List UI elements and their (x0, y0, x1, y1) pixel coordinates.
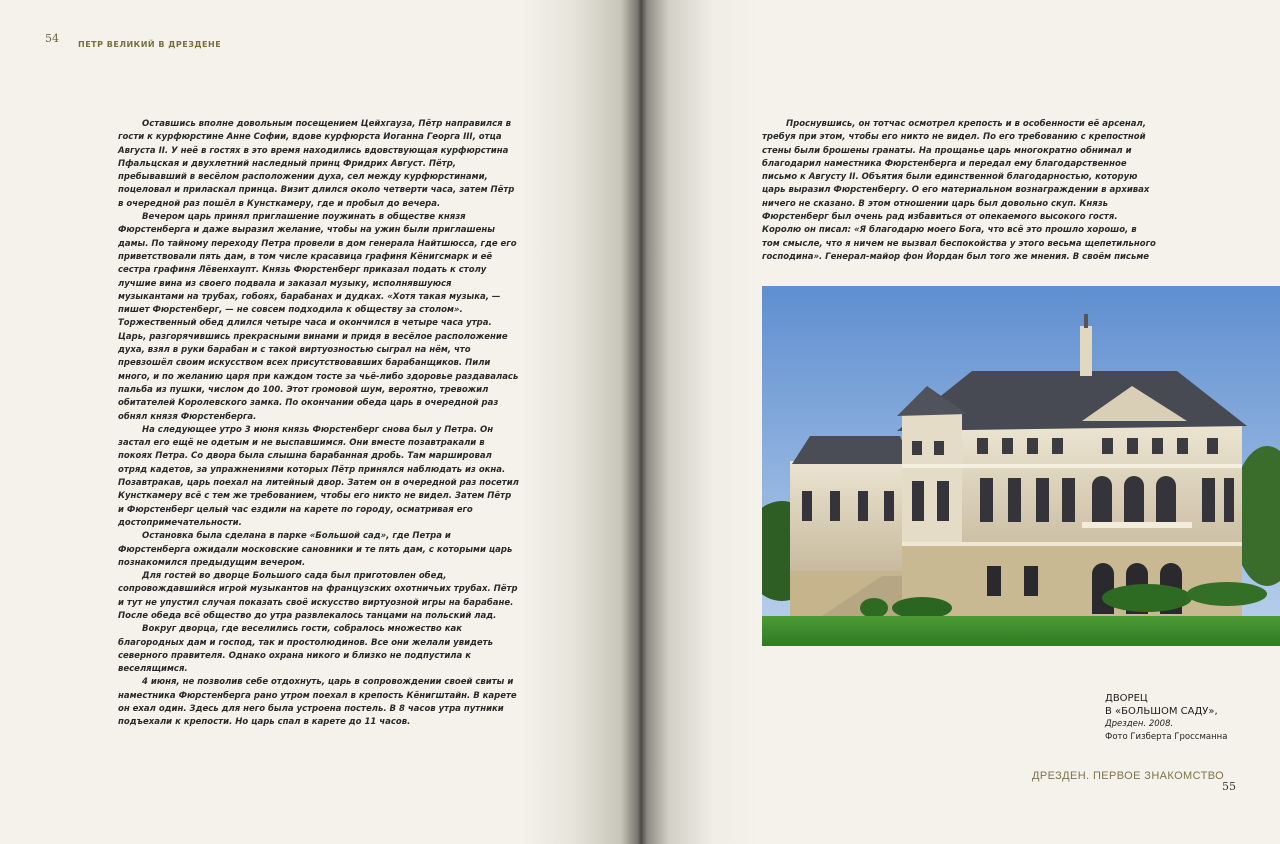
paragraph: Вечером царь принял приглашение поужинать в обществе князя Фюрстенберга и даже выразил желание, чтобы на ужин были приглашены дамы. По тайному переходу Петра провели в дом генерала Найтшюсса, где его приветствовали пять дам, в том числе красавица графиня Кёнигсмарк и её сестра графиня Лёвенхаупт. Князь Фюрстенберг приказал подать к столу лучшие вина из своего подвала и заказал музыку, исполнявшуюся музыкантами на трубах, гобоях, барабанах и дудках. «Хотя такая музыка, — пишет Фюрстенберг, — не совсем подходила к обществу за столом». Торжественный обед длился четыре часа и окончился в четыре часа утра. Царь, разгорячившись прекрасными винами и придя в весёлое расположение духа, взял в руки барабан и с такой виртуозностью сыграл на нём, что превзошёл своим искусством всех присутствовавших барабанщиков. Пили много, и по желанию царя при каждом тосте за чьё-либо здоровье раздавалась пальба из пушки, числом до 100. Этот громовой шум, вероятно, тревожил обитателей Королевского замка. По окончании обеда царь в очередной раз обнял князя Фюрстенберга. (118, 212, 519, 422)
paragraph: Проснувшись, он тотчас осмотрел крепость и в особенности её арсенал, требуя при этом, чтобы его никто не видел. По его требованию с крепостной стены были брошены гранаты. На прощанье царь многократно обнимал и благодарил наместника Фюрстенберга и передал ему благодарственное письмо к Августу II. Объятия были единственной благодарностью, которую царь выразил Фюрстенбергу. О его материальном вознаграждении в архивах ничего не сказано. В этом отношении царь был довольно скуп. Князь Фюрстенберг был очень рад избавиться от опекаемого высокого гостя. Королю он писал: «Я благодарю моего Бога, что всё это прошло хорошо, в том смысле, что я ничем не вызвал беспокойства у этого весьма щепетильного господина». Генерал-майор фон Йордан был того же мнения. В своём письме (762, 119, 1156, 262)
section-title: ДРЕЗДЕН. ПЕРВОЕ ЗНАКОМСТВО (1032, 770, 1225, 782)
paragraph: Остановка была сделана в парке «Большой сад», где Петра и Фюрстенберга ожидали московские сановники и те пять дам, с которыми царь познакомился предыдущим вечером. (118, 531, 513, 568)
caption-title-line1: ДВОРЕЦ (1105, 693, 1148, 704)
caption-credit: Фото Гизберта Гроссманна (1105, 732, 1228, 742)
photo-caption (1105, 692, 1265, 744)
caption-title-line2: В «БОЛЬШОМ САДУ», (1105, 706, 1218, 717)
caption-place-date: Дрезден. 2008. (1105, 719, 1174, 729)
book-gutter-shadow (520, 0, 760, 844)
paragraph: 4 июня, не позволив себе отдохнуть, царь в сопровождении своей свиты и наместника Фюрстенберга рано утром поехал в крепость Кёнигштайн. В карете он ехал один. Здесь для него была устроена постель. В 8 часов утра путники подъехали к крепости. Но царь спал в карете до 11 часов. (118, 677, 517, 728)
right-page-body (762, 118, 1157, 264)
paragraph: На следующее утро 3 июня князь Фюрстенберг снова был у Петра. Он застал его ещё не одетым и не выспавшимся. Они вместе позавтракали в покоях Петра. Со двора была слышна барабанная дробь. Там маршировал отряд кадетов, за упражнениями которых Пётр принялся наблюдать из окна. Позавтракав, царь поехал на литейный двор. Затем он в очередной раз посетил Кунсткамеру всё с тем же требованием, чтобы его никто не видел. Затем Пётр и Фюрстенберг целый час ездили на карете по городу, осматривая его достопримечательности. (118, 424, 519, 528)
page-number-left: 54 (45, 32, 59, 45)
paragraph: Оставшись вполне довольным посещением Цейхгауза, Пётр направился в гости к курфюрстине Анне Софии, вдове курфюрста Иоганна Георга III, отца Августа II. У неё в гостях в это время находились вдовствующая курфюрстина Пфальцская и двухлетний наследный принц Фридрих Август. Пётр, пребывавший в весёлом расположении духа, сел между курфюрстинами, поцеловал и приласкал принца. Визит длился около четверти часа, затем Пётр в очередной раз пошёл в Кунсткамеру, где и пробыл до вечера. (118, 119, 515, 209)
palace-photo (762, 286, 1280, 646)
paragraph: Для гостей во дворце Большого сада был приготовлен обед, сопровождавшийся игрой музыкантов на французских охотничьих трубах. Пётр и тут не упустил случая показать своё искусство виртуозной игры на барабане. После обеда всё общество до утра развлекалось танцами на польский лад. (118, 571, 518, 621)
running-head: ПЕТР ВЕЛИКИЙ В ДРЕЗДЕНЕ (78, 40, 222, 49)
page-number-right: 55 (1222, 780, 1236, 793)
paragraph: Вокруг дворца, где веселились гости, собралось множество как благородных дам и господ, так и простолюдинов. Все они желали увидеть северного правителя. Однако охрана никого и близко не подпустила к веселящимся. (118, 624, 493, 675)
left-page-body (118, 118, 520, 730)
